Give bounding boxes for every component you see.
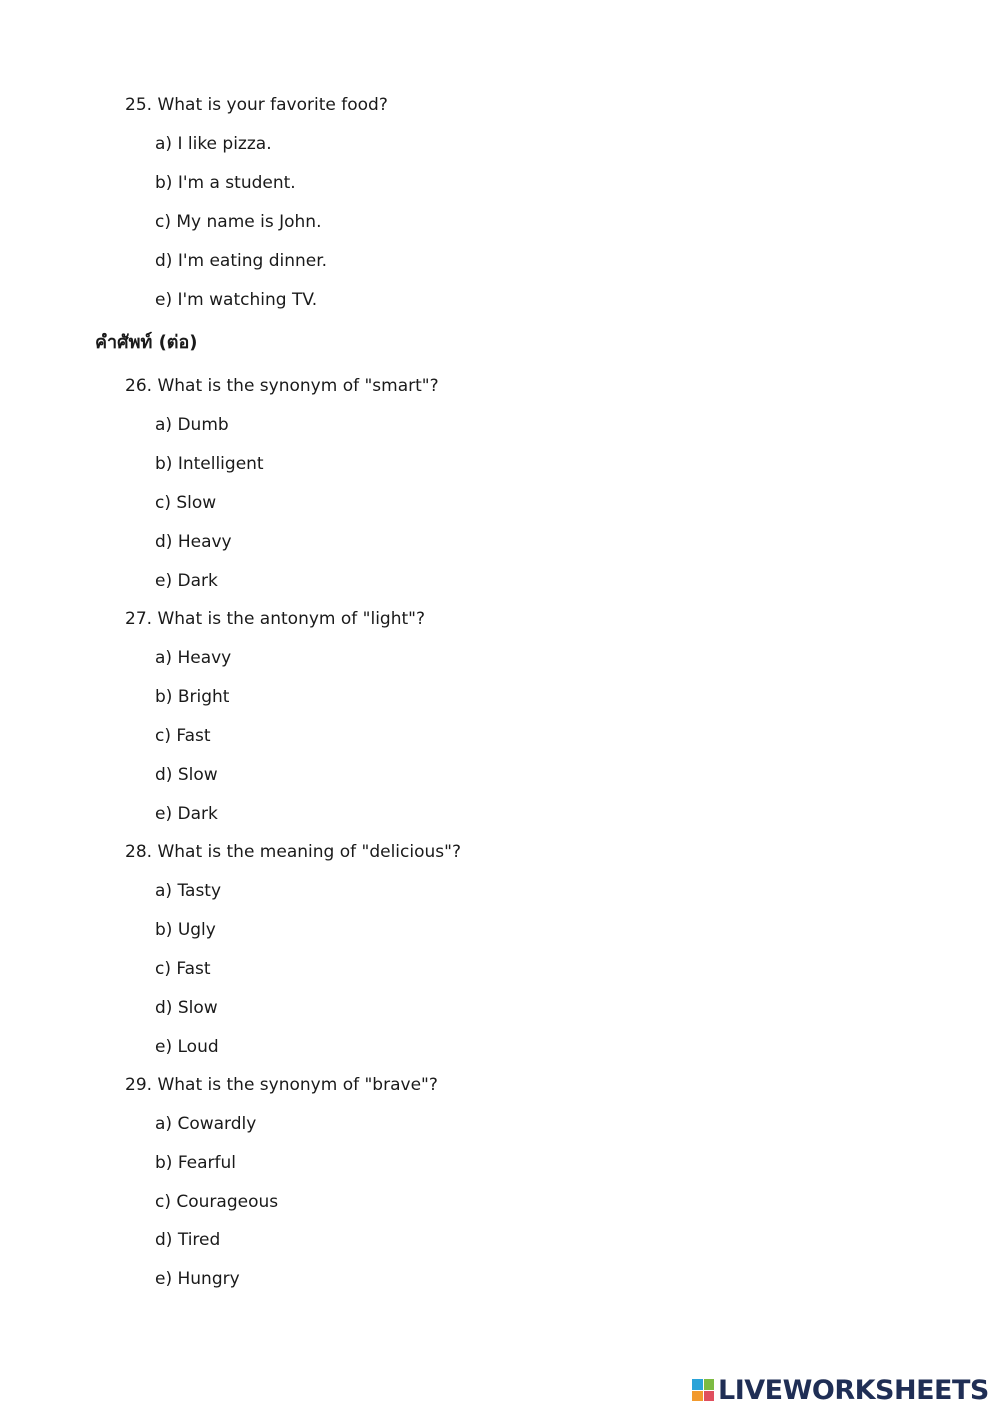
liveworksheets-logo[interactable] [692, 1374, 989, 1406]
option: a) Cowardly [155, 1114, 257, 1134]
question-25 [125, 94, 388, 116]
option: d) Slow [155, 765, 218, 785]
option: a) Heavy [155, 648, 232, 668]
question-number: 26. [125, 376, 153, 396]
question-26 [125, 375, 439, 397]
option: e) I'm watching TV. [155, 290, 318, 310]
option: e) Hungry [155, 1269, 240, 1289]
question-27 [125, 608, 425, 630]
question-number: 25. [125, 95, 153, 115]
option: b) Ugly [155, 920, 216, 940]
option: a) Dumb [155, 415, 229, 435]
question-number: 28. [125, 842, 153, 862]
option: c) Slow [155, 493, 217, 513]
option: e) Dark [155, 571, 218, 591]
question-29 [125, 1074, 438, 1096]
question-text: What is the antonym of "light"? [157, 609, 425, 629]
option: e) Loud [155, 1037, 219, 1057]
question-number: 29. [125, 1075, 153, 1095]
option: b) Intelligent [155, 454, 264, 474]
option: c) Fast [155, 726, 211, 746]
option: a) I like pizza. [155, 134, 272, 154]
option: c) Courageous [155, 1192, 279, 1212]
option: d) Slow [155, 998, 218, 1018]
option: d) Tired [155, 1230, 221, 1250]
option: b) I'm a student. [155, 173, 296, 193]
option: c) Fast [155, 959, 211, 979]
liveworksheets-logo-icon [692, 1379, 714, 1401]
question-number: 27. [125, 609, 153, 629]
question-text: What is the meaning of "delicious"? [157, 842, 461, 862]
question-text: What is your favorite food? [157, 95, 388, 115]
option: b) Bright [155, 687, 230, 707]
option: d) I'm eating dinner. [155, 251, 328, 271]
logo-text: LIVEWORKSHEETS [718, 1374, 989, 1406]
option: e) Dark [155, 804, 218, 824]
option: c) My name is John. [155, 212, 322, 232]
option: b) Fearful [155, 1153, 237, 1173]
section-heading: คำศัพท์ (ต่อ) [95, 332, 198, 353]
question-text: What is the synonym of "smart"? [157, 376, 439, 396]
option: a) Tasty [155, 881, 222, 901]
question-text: What is the synonym of "brave"? [157, 1075, 438, 1095]
question-28 [125, 841, 461, 863]
option: d) Heavy [155, 532, 232, 552]
